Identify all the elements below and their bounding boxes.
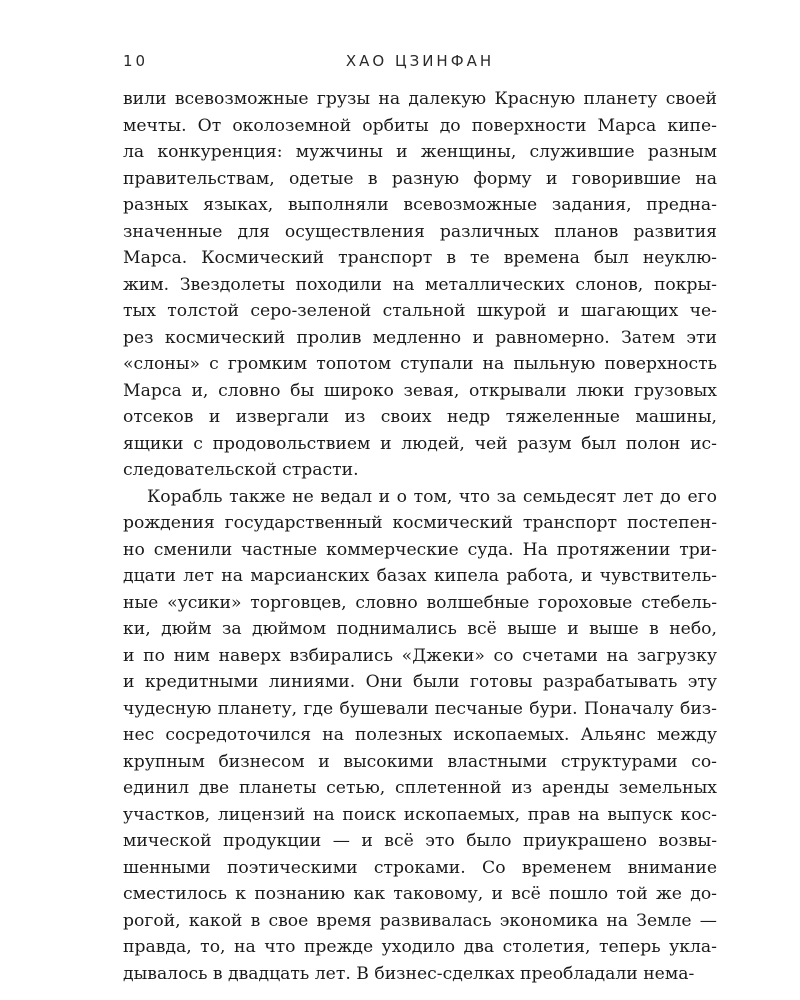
text-line: дывалось в двадцать лет. В бизнес-сделках преобладали нема-: [123, 963, 695, 984]
text-line: рогой, какой в свое время развивалась экономика на Земле —: [123, 910, 717, 931]
text-line: сместилось к познанию как таковому, и всё пошло той же до-: [123, 884, 717, 904]
text-line: вили всевозможные грузы на далекую Красную планету своей: [123, 89, 717, 109]
running-header: [123, 52, 717, 76]
text-line: шенными поэтическими строками. Со временем внимание: [123, 857, 717, 878]
text-line: ящики с продовольствием и людей, чей разум был полон ис-: [123, 433, 717, 454]
text-line: чудесную планету, где бушевали песчаные бури. Поначалу биз-: [123, 698, 717, 719]
text-line: Марса. Космический транспорт в те времена был неуклю-: [123, 248, 717, 268]
text-line: разных языках, выполняли всевозможные задания, предна-: [123, 195, 717, 215]
text-line: но сменили частные коммерческие суда. На протяжении три-: [123, 539, 717, 560]
body-text: [123, 86, 717, 987]
paragraph: [123, 484, 717, 988]
text-line: ные «усики» торговцев, словно волшебные гороховые стебель-: [123, 592, 717, 613]
text-line: правительствам, одетые в разную форму и говорившие на: [123, 168, 717, 189]
text-line: нес сосредоточился на полезных ископаемых. Альянс между: [123, 725, 717, 745]
text-line: рождения государственный космический транспорт постепен-: [123, 513, 717, 533]
page-number: 10: [123, 52, 149, 70]
text-line: Корабль также не ведал и о том, что за семьдесят лет до его: [147, 486, 717, 507]
paragraph: [123, 86, 717, 484]
text-line: участков, лицензий на поиск ископаемых, прав на выпуск кос-: [123, 804, 717, 825]
text-line: ки, дюйм за дюймом поднимались всё выше и выше в небо,: [123, 619, 717, 639]
running-header-author: ХАО ЦЗИНФАН: [345, 52, 495, 70]
text-line: дцати лет на марсианских базах кипела работа, и чувствитель-: [123, 566, 717, 586]
text-line: рез космический пролив медленно и равномерно. Затем эти: [123, 327, 717, 348]
text-line: правда, то, на что прежде уходило два столетия, теперь укла-: [123, 937, 717, 957]
text-line: следовательской страсти.: [123, 460, 359, 480]
text-line: тых толстой серо-зеленой стальной шкурой и шагающих че-: [123, 301, 717, 321]
text-line: «слоны» с громким топотом ступали на пыльную поверхность: [123, 354, 717, 374]
text-line: значенные для осуществления различных планов развития: [123, 221, 717, 242]
text-line: и по ним наверх взбирались «Джеки» со счетами на загрузку: [123, 645, 717, 666]
text-line: мической продукции — и всё это было приукрашено возвы-: [123, 831, 717, 851]
text-line: крупным бизнесом и высокими властными структурами со-: [123, 751, 717, 772]
text-line: единил две планеты сетью, сплетенной из аренды земельных: [123, 778, 717, 798]
text-line: ла конкуренция: мужчины и женщины, служившие разным: [123, 142, 717, 162]
text-line: жим. Звездолеты походили на металлических слонов, покры-: [123, 274, 717, 295]
text-line: Марса и, словно бы широко зевая, открывали люки грузовых: [123, 380, 717, 401]
text-line: и кредитными линиями. Они были готовы разрабатывать эту: [123, 672, 717, 692]
text-line: отсеков и извергали из своих недр тяжеленные машины,: [123, 407, 717, 427]
text-line: мечты. От околоземной орбиты до поверхности Марса кипе-: [123, 115, 717, 136]
